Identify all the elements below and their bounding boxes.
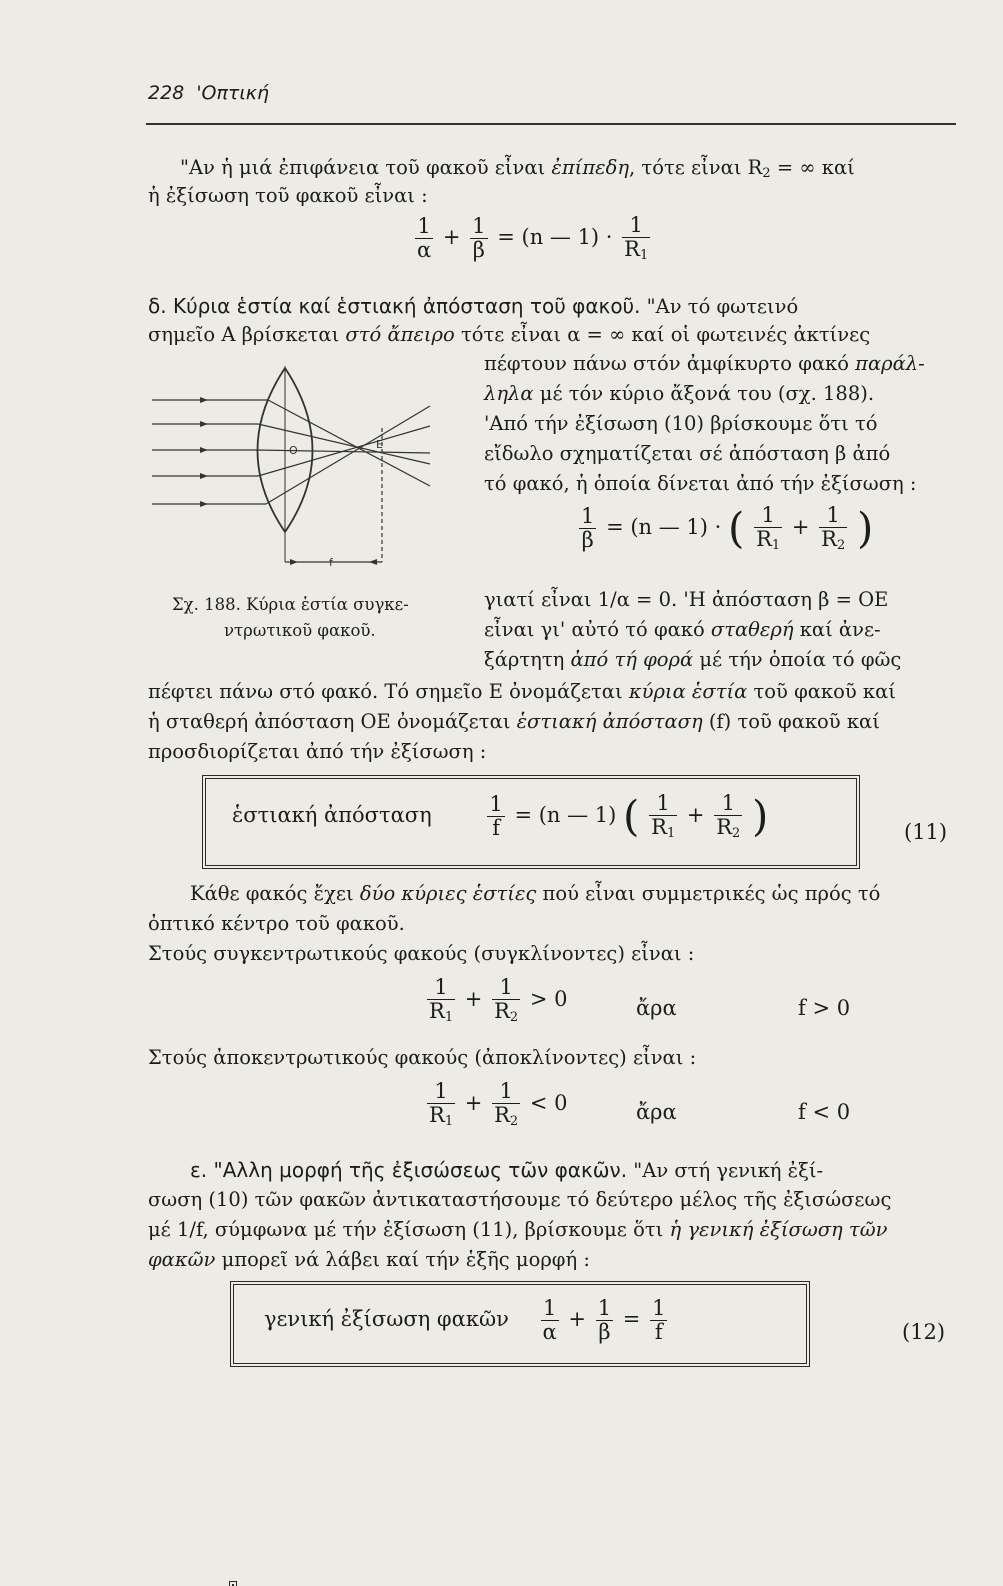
fraction-1-alpha: $\frac{1}{\alpha}$ [417, 214, 432, 263]
section-d-right-1: πέφτουν πάνω στόν ἀμφίκυρτο φακό παράλ- [484, 352, 925, 375]
section-d-right-8: ξάρτητη ἀπό τή φορά μέ τήν ὁποία τό φῶς [484, 648, 902, 671]
foci-line-2: ὀπτικό κέντρο τοῦ φακοῦ. [148, 912, 405, 935]
section-d-line-2: σημεῖο Α βρίσκεται στό ἄπειρο τότε εἶναι α = ∞ καί οἱ φωτεινές ἀκτίνες [148, 323, 871, 346]
inequality-diverging-result: f < 0 [798, 1100, 851, 1124]
page-number: 228 [148, 82, 185, 104]
intro-line-1: "Αν ἡ μιά ἐπιφάνεια τοῦ φακοῦ εἶναι ἐπίπεδη, τότε εἶναι $R_2$ = ∞ καί [180, 156, 855, 181]
section-d-right-7: εἶναι γι' αὐτό τό φακό σταθερή καί ἀνε- [484, 618, 881, 641]
section-e-line-2: σωση (10) τῶν φακῶν ἀντικαταστήσουμε τό δεύτερο μέλος τῆς ἐξισώσεως [148, 1188, 892, 1211]
equation-flat-lens: $\frac{1}{\alpha}$ + $\frac{1}{\beta}$ = (n — 1) · $\frac{1}{R_1}$ [417, 213, 649, 264]
equation-beta: $\frac{1}{\beta}$ = (n — 1) · ( $\frac{1}{R_1}$ + $\frac{1}{R_2}$ ) [581, 503, 874, 554]
label-f: f [329, 556, 333, 569]
inequality-diverging: $\frac{1}{R_1}$ + $\frac{1}{R_2}$ < 0 [429, 1079, 568, 1130]
header-rule [146, 123, 956, 125]
figure-188-lens-diagram [140, 366, 440, 576]
inequality-diverging-ara: ἄρα [636, 1100, 677, 1124]
equation-12: γενική ἐξίσωση φακῶν $\frac{1}{\alpha}$ + $\frac{1}{\beta}$ = $\frac{1}{f}$ [264, 1296, 666, 1345]
running-title: 'Οπτική [196, 82, 270, 104]
section-e-heading: ε. "Αλλη μορφή τῆς ἐξισώσεως τῶν φακῶν. [190, 1158, 628, 1182]
section-d-para-1: πέφτει πάνω στό φακό. Τό σημεῖο Ε ὀνομάζεται κύρια ἑστία τοῦ φακοῦ καί [148, 680, 896, 703]
section-d-line-1: δ. Κύρια ἑστία καί ἑστιακή ἀπόσταση τοῦ φακοῦ. "Αν τό φωτεινό [148, 294, 799, 318]
page-header [148, 82, 269, 104]
inequality-converging: $\frac{1}{R_1}$ + $\frac{1}{R_2}$ > 0 [429, 975, 568, 1026]
foci-line-3: Στούς συγκεντρωτικούς φακούς (συγκλίνοντες) εἶναι : [148, 942, 695, 965]
section-e-line-3: μέ 1/f, σύμφωνα μέ τήν ἐξίσωση (11), βρίσκουμε ὅτι ἡ γενική ἐξίσωση τῶν [148, 1218, 888, 1241]
section-d-heading: δ. Κύρια ἑστία καί ἑστιακή ἀπόσταση τοῦ φακοῦ. [148, 294, 641, 318]
fraction-1-beta: $\frac{1}{\beta}$ [472, 214, 486, 263]
equation-11-number: (11) [904, 820, 948, 844]
label-E: Ε [376, 438, 383, 451]
fraction-1-R1: $\frac{1}{R_1}$ [624, 213, 649, 264]
section-d-right-3: 'Από τήν ἐξίσωση (10) βρίσκουμε ὅτι τό [484, 412, 878, 435]
section-d-para-3: προσδιορίζεται ἀπό τήν ἐξίσωση : [148, 740, 487, 763]
equation-12-number: (12) [902, 1320, 946, 1344]
section-d-right-5: τό φακό, ἡ ὁποία δίνεται ἀπό τήν ἐξίσωση : [484, 472, 917, 495]
equation-11: ἑστιακή ἀπόσταση $\frac{1}{f}$ = (n — 1) ( $\frac{1}{R_1}$ + $\frac{1}{R_2}$ ) [232, 791, 769, 842]
figure-caption: Σχ. 188. Κύρια ἑστία συγκε- ντρωτικοῦ φακοῦ. [172, 595, 409, 640]
section-d-right-4: εἴδωλο σχηματίζεται σέ ἀπόσταση β ἀπό [484, 442, 891, 465]
section-e-line-4: φακῶν μπορεῖ νά λάβει καί τήν ἑξῆς μορφή : [148, 1248, 590, 1271]
section-d-right-6: γιατί εἶναι 1/α = 0. 'Η ἀπόσταση β = ΟΕ [484, 588, 889, 611]
inequality-converging-result: f > 0 [798, 996, 851, 1020]
section-d-right-2: ληλα μέ τόν κύριο ἄξονά του (σχ. 188). [484, 382, 875, 405]
label-O: Ο [289, 444, 298, 457]
section-e-line-1: ε. "Αλλη μορφή τῆς ἐξισώσεως τῶν φακῶν. "Αν στή γενική ἐξί- [190, 1158, 824, 1182]
section-d-para-2: ἡ σταθερή ἀπόσταση ΟΕ ὀνομάζεται ἑστιακή ἀπόσταση (f) τοῦ φακοῦ καί [148, 710, 880, 733]
foci-line-1: Κάθε φακός ἔχει δύο κύριες ἑστίες πού εἶναι συμμετρικές ὡς πρός τό [190, 882, 881, 905]
intro-line-2: ἡ ἐξίσωση τοῦ φακοῦ εἶναι : [148, 184, 428, 207]
foci-line-4: Στούς ἀποκεντρωτικούς φακούς (ἀποκλίνοντες) εἶναι : [148, 1046, 697, 1069]
inequality-converging-ara: ἄρα [636, 996, 677, 1020]
